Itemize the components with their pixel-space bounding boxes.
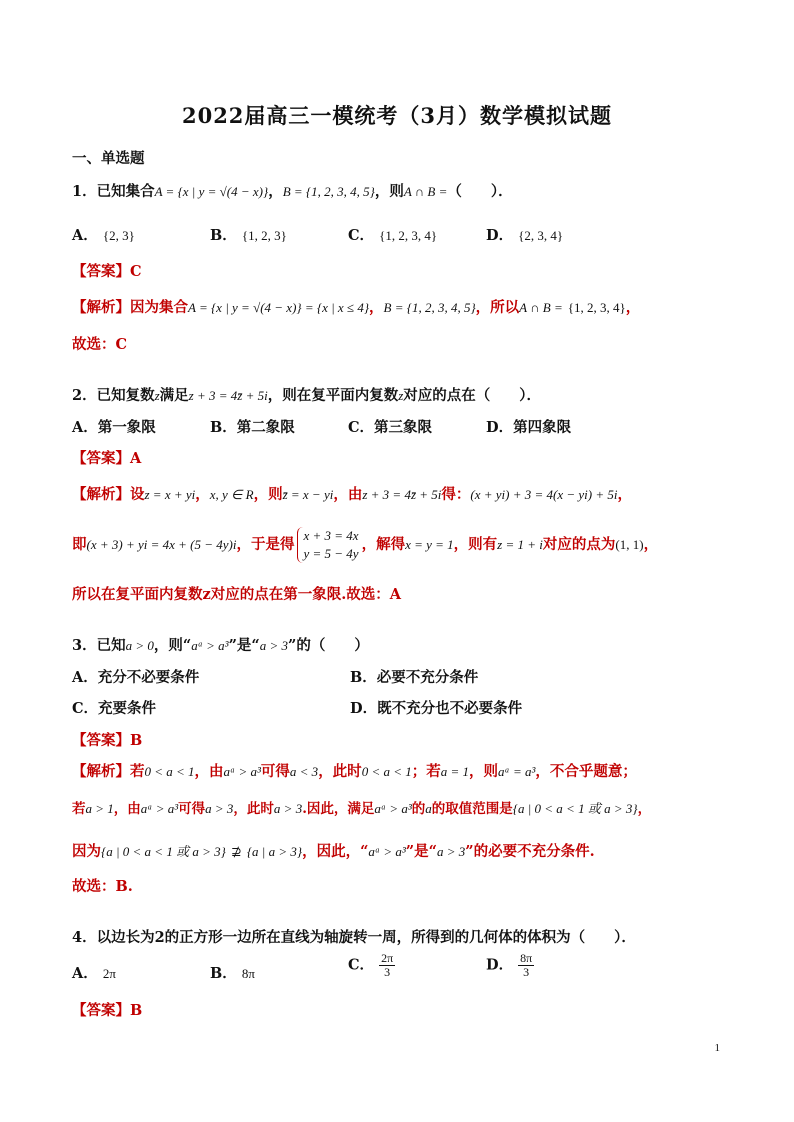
q2-option-b: B．第二象限 bbox=[210, 419, 295, 436]
q2-equation-system: x + 3 = 4x y = 5 − 4y bbox=[297, 527, 358, 563]
section-heading: 一、单选题 bbox=[72, 150, 145, 167]
q3-option-c: C．充要条件 bbox=[72, 700, 157, 717]
q2-option-d: D．第四象限 bbox=[486, 419, 572, 436]
q4-option-b: B． 8π bbox=[210, 965, 255, 982]
q1-analysis-end: 故选：C bbox=[72, 336, 128, 353]
q3-option-a: A．充分不必要条件 bbox=[72, 669, 200, 686]
q3-stem: 3．已知a > 0，则“aᵃ > a³”是“a > 3”的（ ） bbox=[72, 637, 369, 654]
q4-option-d: D． $\frac{8\pi}{3}$ bbox=[486, 951, 533, 979]
q1-option-b: B． {1, 2, 3} bbox=[210, 227, 287, 244]
q3-answer: 【答案】B bbox=[72, 732, 143, 749]
q1-option-d: D． {2, 3, 4} bbox=[486, 227, 564, 244]
q3-analysis-3: 因为{a | 0 < a < 1 或 a > 3} ⊉ {a | a > 3}，因此，“aᵃ > a³”是“a > 3”的必要不充分条件. bbox=[72, 843, 595, 860]
q1-option-a: A． {2, 3} bbox=[72, 227, 135, 244]
q4-option-c: C． $\frac{2\pi}{3}$ bbox=[348, 951, 394, 979]
q3-analysis-1: 【解析】若0 < a < 1，由aᵃ > a³可得a < 3，此时0 < a < 1；若a = 1，则aᵃ = a³，不合乎题意； bbox=[72, 763, 637, 780]
page-number: 1 bbox=[714, 1042, 720, 1054]
q1-option-c: C． {1, 2, 3, 4} bbox=[348, 227, 438, 244]
q3-analysis-2: 若a > 1，由aᵃ > a³可得a > 3，此时a > 3.因此，满足aᵃ > a³的a的取值范围是{a | 0 < a < 1 或 a > 3}， bbox=[72, 801, 652, 817]
q2-answer: 【答案】A bbox=[72, 450, 142, 467]
q2-option-a: A．第一象限 bbox=[72, 419, 156, 436]
q1-analysis: 【解析】因为集合A = {x | y = √(4 − x)} = {x | x ≤ 4}，B = {1, 2, 3, 4, 5}，所以A ∩ B = {1, 2, 3, 4}， bbox=[72, 299, 641, 316]
q2-analysis-2: 即(x + 3) + yi = 4x + (5 − 4y)i，于是得 x + 3 = 4x y = 5 − 4y ，解得x = y = 1，则有z = 1 + i对应的点为(1, 1)， bbox=[72, 528, 659, 561]
q2-stem: 2．已知复数z满足z + 3 = 4z̄ + 5i，则在复平面内复数z对应的点在（ ）． bbox=[72, 387, 542, 404]
q3-option-d: D．既不充分也不必要条件 bbox=[350, 700, 523, 717]
q3-option-b: B．必要不充分条件 bbox=[350, 669, 479, 686]
q1-answer: 【答案】C bbox=[72, 263, 142, 280]
page-title: 2022届高三一模统考（3月）数学模拟试题 bbox=[181, 103, 613, 128]
q4-option-a: A． 2π bbox=[72, 965, 116, 982]
q2-option-c: C．第三象限 bbox=[348, 419, 433, 436]
q3-analysis-end: 故选：B. bbox=[72, 878, 133, 895]
q2-analysis-1: 【解析】设z = x + yi，x, y ∈ R，则z̄ = x − yi，由z + 3 = 4z̄ + 5i得：(x + yi) + 3 = 4(x − yi) + 5i， bbox=[72, 486, 633, 503]
q4-answer: 【答案】B bbox=[72, 1002, 143, 1019]
q4-stem: 4．以边长为2的正方形一边所在直线为轴旋转一周，所得到的几何体的体积为（ ）． bbox=[72, 929, 636, 946]
q1-stem: 1．已知集合A = {x | y = √(4 − x)}，B = {1, 2, 3, 4, 5}，则A ∩ B =（ ）． bbox=[72, 183, 513, 200]
q2-analysis-3: 所以在复平面内复数z对应的点在第一象限.故选：A bbox=[72, 586, 402, 603]
